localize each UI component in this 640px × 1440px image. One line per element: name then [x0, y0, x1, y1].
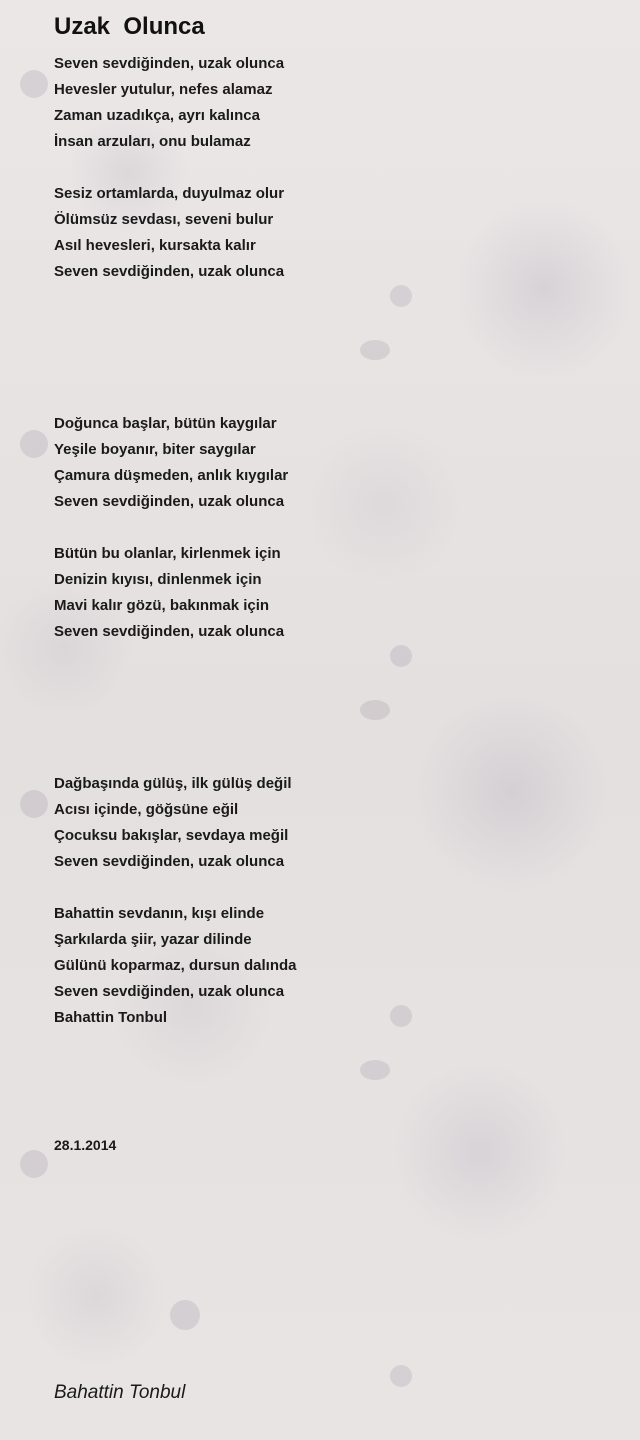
- poem-line: Seven sevdiğinden, uzak olunca: [54, 263, 285, 280]
- background-ink-blot: [170, 1300, 200, 1330]
- author-signature: Bahattin Tonbul: [54, 1382, 186, 1403]
- poem-line: Seven sevdiğinden, uzak olunca: [54, 493, 285, 510]
- background-ink-blot: [390, 285, 412, 307]
- poem-author-line: Bahattin Tonbul: [54, 1009, 168, 1026]
- poem-title: Uzak Olunca: [54, 13, 205, 40]
- poem-line: Mavi kalır gözü, bakınmak için: [54, 597, 270, 614]
- background-ink-blot: [390, 1005, 412, 1027]
- poem-line: Sesiz ortamlarda, duyulmaz olur: [54, 185, 285, 202]
- poem-line: Ölümsüz sevdası, seveni bulur: [54, 211, 274, 228]
- poem-line: Seven sevdiğinden, uzak olunca: [54, 623, 285, 640]
- background-ink-blot: [360, 700, 390, 720]
- poem-line: Dağbaşında gülüş, ilk gülüş değil: [54, 775, 292, 792]
- poem-line: Seven sevdiğinden, uzak olunca: [54, 55, 285, 72]
- background-ink-blot: [360, 1060, 390, 1080]
- poem-line: Yeşile boyanır, biter saygılar: [54, 441, 256, 458]
- poem-line: Şarkılarda şiir, yazar dilinde: [54, 931, 252, 948]
- poem-line: Doğunca başlar, bütün kaygılar: [54, 415, 277, 432]
- poem-line: Seven sevdiğinden, uzak olunca: [54, 853, 285, 870]
- poem-line: Acısı içinde, göğsüne eğil: [54, 801, 239, 818]
- poem-line: Bütün bu olanlar, kirlenmek için: [54, 545, 281, 562]
- background-ink-blot: [390, 645, 412, 667]
- poem-line: Seven sevdiğinden, uzak olunca: [54, 983, 285, 1000]
- background-ink-blot: [20, 70, 48, 98]
- poem-line: Bahattin sevdanın, kışı elinde: [54, 905, 265, 922]
- background-ink-blot: [20, 1150, 48, 1178]
- poem-date: 28.1.2014: [54, 1137, 117, 1153]
- background-ink-blot: [390, 1365, 412, 1387]
- background-ink-blot: [20, 790, 48, 818]
- poem-line: Asıl hevesleri, kursakta kalır: [54, 237, 256, 254]
- poem-line: İnsan arzuları, onu bulamaz: [54, 133, 251, 150]
- poem-line: Çamura düşmeden, anlık kıygılar: [54, 467, 289, 484]
- background-ink-blot: [20, 430, 48, 458]
- poem-line: Çocuksu bakışlar, sevdaya meğil: [54, 827, 289, 844]
- background-ink-blot: [360, 340, 390, 360]
- poem-line: Denizin kıyısı, dinlenmek için: [54, 571, 262, 588]
- poem-line: Hevesler yutulur, nefes alamaz: [54, 81, 273, 98]
- poem-line: Gülünü koparmaz, dursun dalında: [54, 957, 297, 974]
- poem-line: Zaman uzadıkça, ayrı kalınca: [54, 107, 260, 124]
